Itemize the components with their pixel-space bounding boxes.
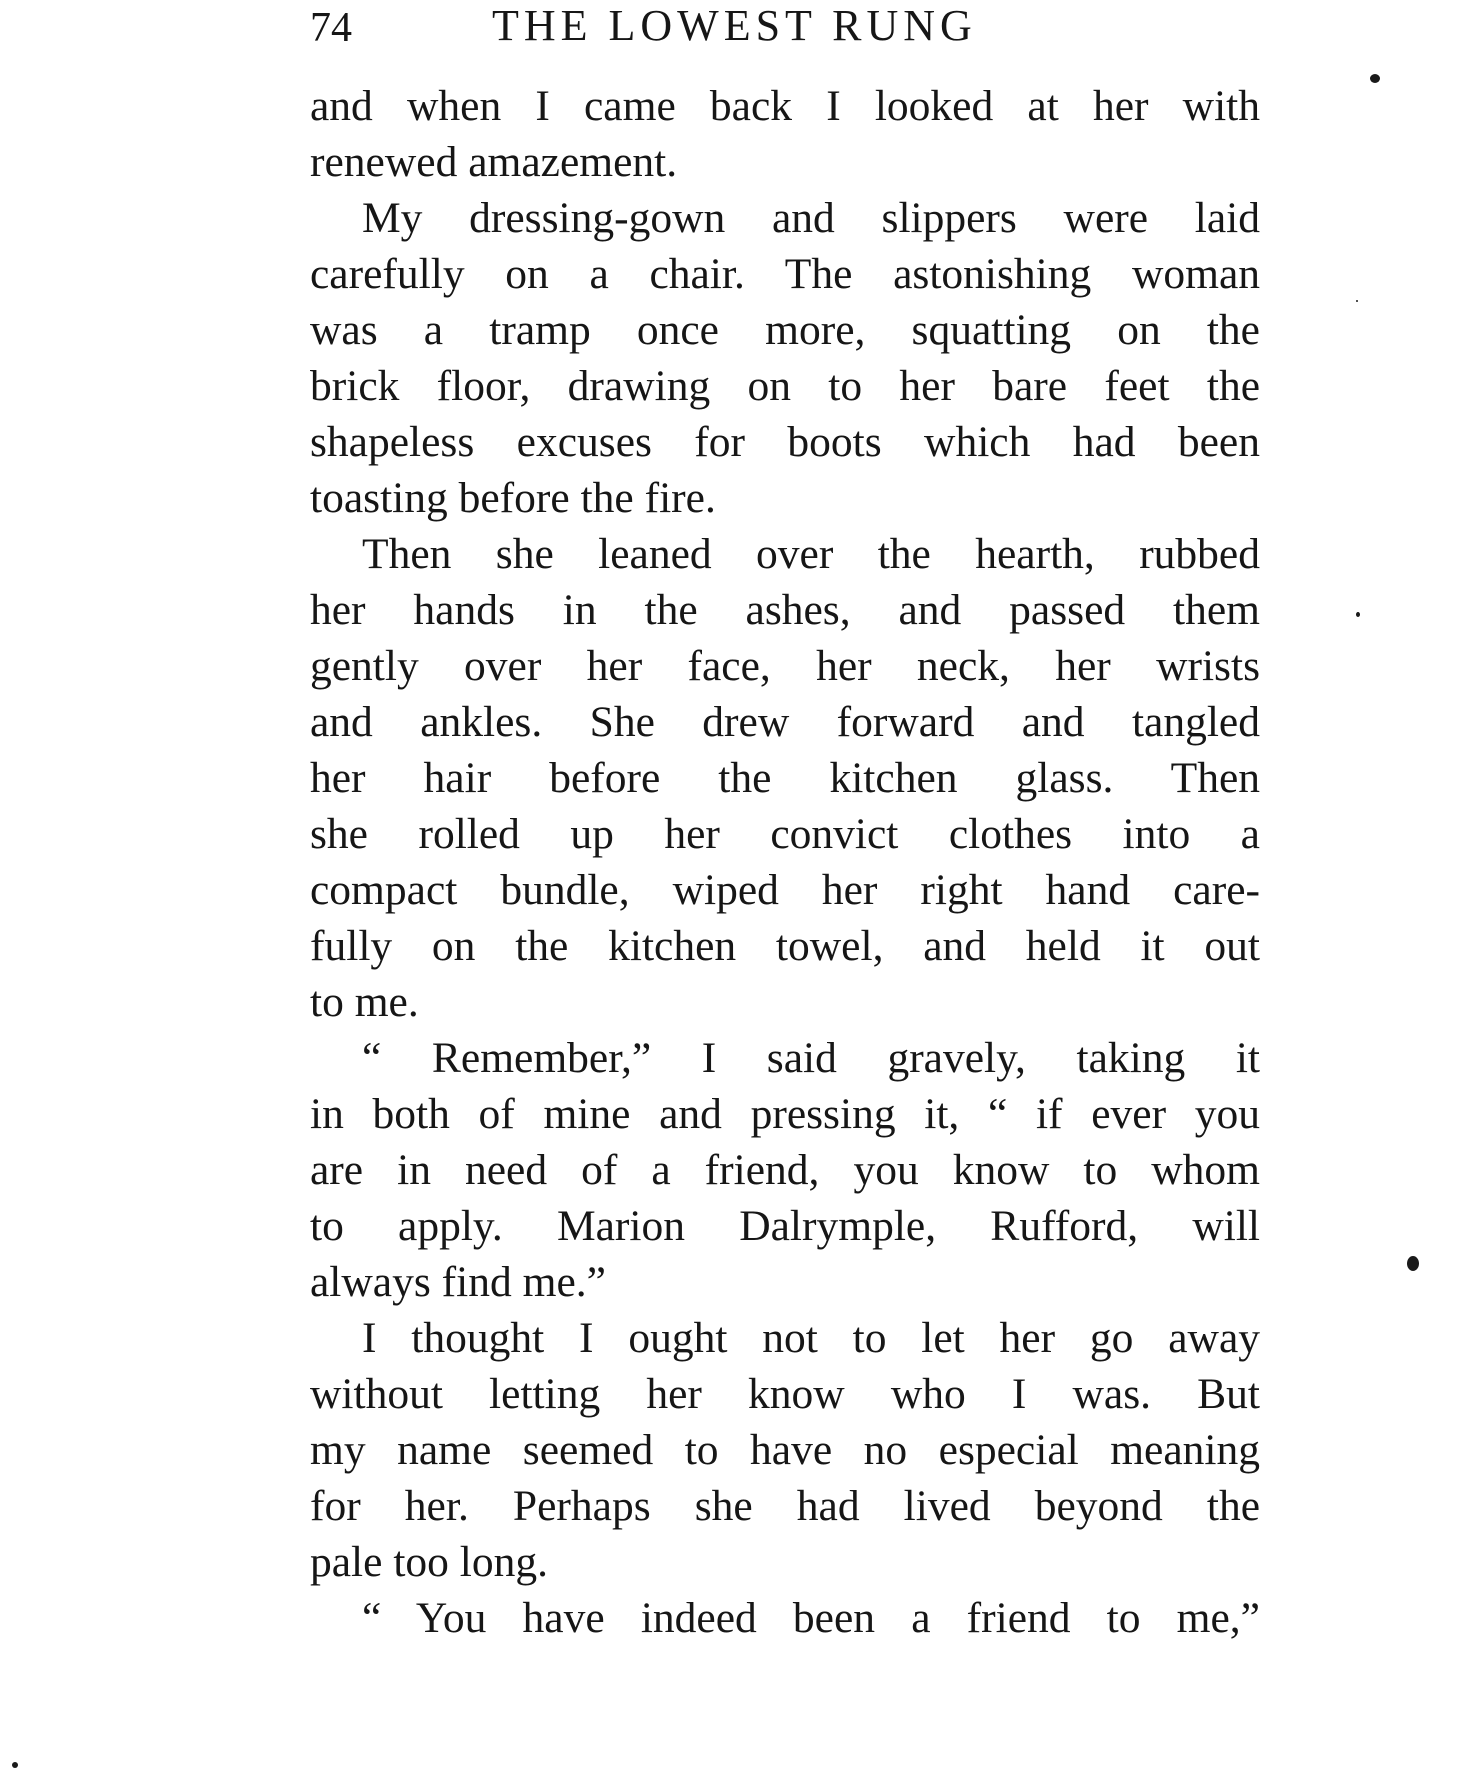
text-line: I thought I ought not to let her go away (362, 1314, 1260, 1362)
paragraph (310, 190, 1260, 526)
text-line: renewed amazement. (310, 138, 678, 186)
body-text (310, 78, 1260, 1646)
ink-speck (1407, 1256, 1419, 1271)
text-line: my name seemed to have no especial meaning (310, 1426, 1260, 1474)
text-line: was a tramp once more, squatting on the (310, 306, 1260, 354)
text-line: compact bundle, wiped her right hand care- (310, 866, 1260, 914)
text-line: without letting her know who I was. But (310, 1370, 1260, 1418)
text-line: “ Remember,” I said gravely, taking it (362, 1034, 1260, 1082)
paragraph (310, 1030, 1260, 1310)
text-line: she rolled up her convict clothes into a (310, 810, 1260, 858)
text-line: carefully on a chair. The astonishing woman (310, 250, 1260, 298)
text-line: and when I came back I looked at her with (310, 82, 1260, 130)
text-line: are in need of a friend, you know to whom (310, 1146, 1260, 1194)
text-line: gently over her face, her neck, her wrists (310, 642, 1260, 690)
paragraph (310, 78, 1260, 190)
text-line: “ You have indeed been a friend to me,” (362, 1594, 1260, 1642)
text-line: to me. (310, 978, 419, 1026)
text-line: in both of mine and pressing it, “ if ever you (310, 1090, 1260, 1138)
paragraph (310, 1590, 1260, 1646)
text-line: for her. Perhaps she had lived beyond the (310, 1482, 1260, 1530)
text-line: and ankles. She drew forward and tangled (310, 698, 1260, 746)
ink-speck (1356, 612, 1360, 617)
running-title: THE LOWEST RUNG (492, 1, 977, 50)
text-line: shapeless excuses for boots which had been (310, 418, 1260, 466)
text-line: fully on the kitchen towel, and held it out (310, 922, 1260, 970)
running-head (310, 0, 1265, 56)
text-line: to apply. Marion Dalrymple, Rufford, will (310, 1202, 1260, 1250)
paragraph (310, 526, 1260, 1030)
ink-speck (1356, 300, 1358, 302)
text-line: toasting before the fire. (310, 474, 716, 522)
text-line: brick floor, drawing on to her bare feet the (310, 362, 1260, 410)
text-line: her hair before the kitchen glass. Then (310, 754, 1260, 802)
paragraph (310, 1310, 1260, 1590)
ink-speck (12, 1762, 18, 1768)
page-number: 74 (310, 5, 352, 51)
text-line: pale too long. (310, 1538, 548, 1586)
text-line: her hands in the ashes, and passed them (310, 586, 1260, 634)
text-line: My dressing-gown and slippers were laid (362, 194, 1260, 242)
ink-speck (1370, 74, 1380, 83)
text-line: Then she leaned over the hearth, rubbed (362, 530, 1260, 578)
text-line: always find me.” (310, 1258, 606, 1306)
